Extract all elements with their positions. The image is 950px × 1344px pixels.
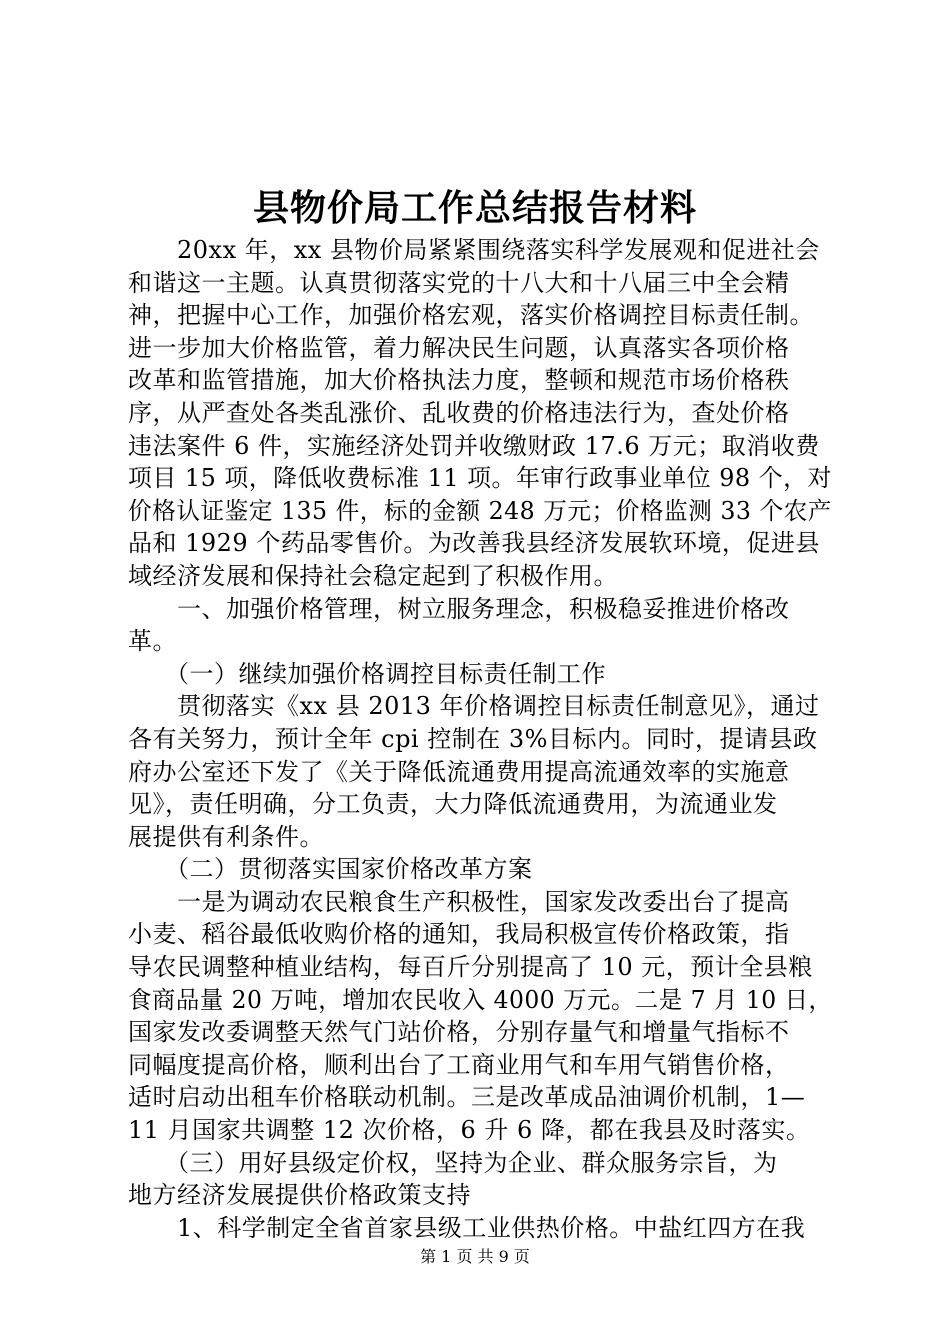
body-line: 府办公室还下发了《关于降低流通费用提高流通效率的实施意: [128, 757, 790, 786]
body-line: 见》，责任明确，分工负责，大力降低流通费用，为流通业发: [128, 790, 778, 819]
body-line: 各有关努力，预计全年 cpi 控制在 3%目标内。同时，提请县政: [128, 724, 818, 753]
document-title: 县物价局工作总结报告材料: [252, 187, 697, 229]
document-body: [128, 234, 832, 1244]
subsection-heading: （二）贯彻落实国家价格改革方案: [128, 855, 533, 884]
body-line: 神，把握中心工作，加强价格宏观，落实价格调控目标责任制。: [128, 301, 814, 330]
body-line: 11 月国家共调整 12 次价格，6 升 6 降，都在我县及时落实。: [128, 1116, 811, 1145]
body-line: 进一步加大价格监管，着力解决民生问题，认真落实各项价格: [128, 333, 790, 362]
body-line: 一是为调动农民粮食生产积极性，国家发改委出台了提高: [128, 887, 790, 916]
body-line: 1、科学制定全省首家县级工业供热价格。中盐红四方在我: [128, 1213, 806, 1242]
body-line: 食商品量 20 万吨，增加农民收入 4000 万元。二是 7 月 10 日，: [128, 985, 833, 1014]
body-line: 序，从严查处各类乱涨价、乱收费的价格违法行为，查处价格: [128, 398, 790, 427]
body-line: 20xx 年，xx 县物价局紧紧围绕落实科学发展观和促进社会: [128, 236, 820, 264]
body-line: 导农民调整种植业结构，每百斤分别提高了 10 元，预计全县粮: [128, 953, 813, 982]
body-line: 域经济发展和保持社会稳定起到了积极作用。: [128, 561, 618, 590]
subsection-heading: （一）继续加强价格调控目标责任制工作: [128, 659, 606, 688]
body-line: 国家发改委调整天然气门站价格，分别存量气和增量气指标不: [128, 1018, 790, 1047]
body-line: 适时启动出租车价格联动机制。三是改革成品油调价机制，1—: [128, 1083, 806, 1112]
section-heading-line: 一、加强价格管理，树立服务理念，积极稳妥推进价格改: [128, 594, 790, 623]
body-line: 改革和监管措施，加大价格执法力度，整顿和规范市场价格秩: [128, 366, 790, 395]
body-line: 小麦、稻谷最低收购价格的通知，我局积极宣传价格政策，指: [128, 920, 790, 949]
body-line: 违法案件 6 件，实施经济处罚并收缴财政 17.6 万元；取消收费: [128, 431, 820, 460]
body-line: 项目 15 项，降低收费标准 11 项。年审行政事业单位 98 个，对: [128, 464, 832, 493]
body-line: 价格认证鉴定 135 件，标的金额 248 万元；价格监测 33 个农产: [128, 496, 832, 525]
body-line: 品和 1929 个药品零售价。为改善我县经济发展软环境，促进县: [128, 529, 820, 558]
body-line: 和谐这一主题。认真贯彻落实党的十八大和十八届三中全会精: [128, 268, 790, 297]
body-line: 同幅度提高价格，顺利出台了工商业用气和车用气销售价格，: [128, 1050, 790, 1079]
page-footer: 第 1 页 共 9 页: [420, 1247, 530, 1266]
body-line: 贯彻落实《xx 县 2013 年价格调控目标责任制意见》，通过: [128, 692, 820, 721]
section-heading-line: 革。: [128, 627, 177, 656]
body-line: 展提供有利条件。: [128, 822, 324, 851]
subsection-heading: 地方经济发展提供价格政策支持: [128, 1181, 471, 1210]
subsection-heading: （三）用好县级定价权，坚持为企业、群众服务宗旨，为: [128, 1148, 778, 1177]
